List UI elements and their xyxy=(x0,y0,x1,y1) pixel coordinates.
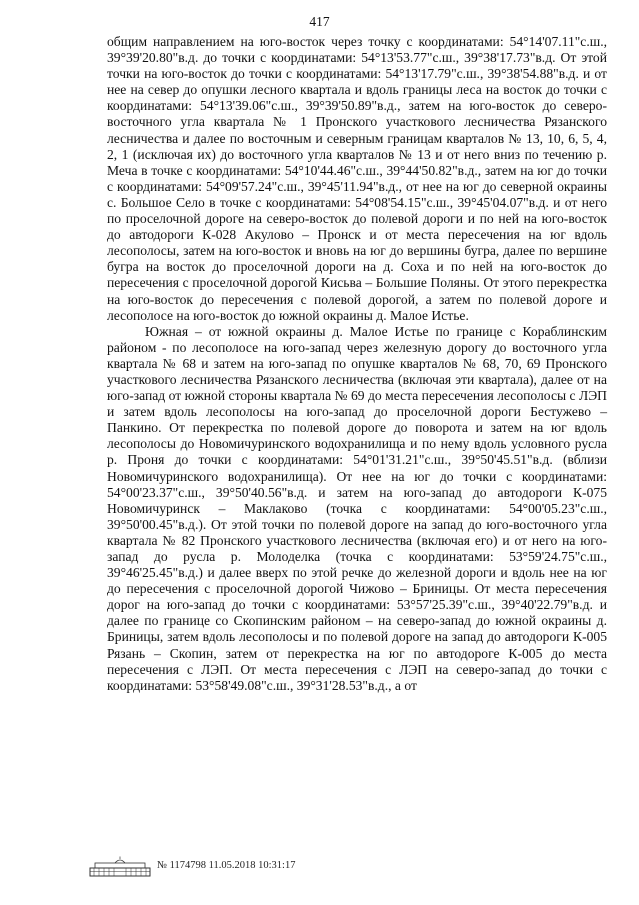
parliament-building-icon xyxy=(89,856,151,878)
document-number: 1174798 xyxy=(169,860,207,871)
paragraph-continuation: общим направлением на юго-восток через точку с координатами: 54°14'07.11"с.ш., 39°39'20.80"в.д. до точки с координатами: 54°13'53.77"с.ш., 39°38'17.73"в.д. От этой точки на юго-восток до точки с координатами: 54°13'17.79"с.ш., 39°38'54.88"в.д. и от нее на север до опушки лесного квартала и вдоль границы леса на восток до точки с координатами: 54°13'39.06"с.ш., 39°39'50.89"в.д., затем на юго-восток до северо-восточного угла квартала № 1 Пронского участкового лесничества Рязанского лесничества и далее по восточным и северным границам кварталов № 13, 10, 6, 5, 4, 2, 1 (исключая их) до восточного угла кварталов № 13 и от него вниз по течению р. Меча в точке с координатами: 54°10'44.46"с.ш., 39°44'50.82"в.д., затем на юг до точки с координатами: 54°09'57.24"с.ш., 39°45'11.94"в.д., от нее на юг до северной окраины с. Большое Село в точке с координатами: 54°08'54.15"с.ш., 39°45'04.07"в.д. и от него по проселочной дороге на северо-восток до полевой дороги и по ней на юго-восток до автодороги К-028 Акулово – Пронск и от места пересечения на юг вдоль лесополосы, затем на юго-восток и вновь на юг до вершины бугра, далее по вершине бугра на восток до проселочной дороги на д. Соха и по ней на юго-восток до пересечения с проселочной дорогой Кисьва – Большие Поляны. От этого перекрестка на юго-восток до пересечения с полевой дорогой, а затем по полевой дороге и лесополосе на юго-восток до южной окраины д. Малое Истье. xyxy=(107,34,607,323)
document-body xyxy=(107,34,607,694)
page-number: 417 xyxy=(309,14,330,29)
number-sign: № xyxy=(157,860,168,871)
document-stamp xyxy=(157,860,295,871)
document-footer xyxy=(89,856,489,878)
document-datetime: 11.05.2018 10:31:17 xyxy=(208,860,296,871)
paragraph-southern-border: Южная – от южной окраины д. Малое Истье по границе с Кораблинским районом - по лесополосе на юго-запад через железную дорогу до восточного угла квартала № 68 и затем на юго-запад по опушке кварталов № 68, 70, 69 Пронского участкового лесничества Рязанского лесничества (включая эти квартала), далее от на юго-запад от южной стороны квартала № 69 до места пересечения лесополосы с ЛЭП и затем вдоль лесополосы на юго-запад до проселочной дороги Бестужево – Панкино. От перекрестка по полевой дороге до поворота и затем на юг вдоль лесополосы до Новомичуринского водохранилища и по нему вдоль условного русла р. Проня до точки с координатами: 54°01'31.21"с.ш., 39°50'45.51"в.д. (вблизи Новомичуринского водохранилища). От нее на юг до точки с координатами: 54°00'23.37"с.ш., 39°50'40.56"в.д. и затем на юго-запад до автодороги К-075 Новомичуринск – Маклаково (точка с координатами: 54°00'05.23"с.ш., 39°50'00.45"в.д.). От этой точки по полевой дороге на запад до юго-восточного угла квартала № 82 Пронского участкового лесничества (включая его) и от него на юго-запад до русла р. Молоделка (точка с координатами: 53°59'24.75"с.ш., 39°46'25.45"в.д.) и далее вверх по этой речке до железной дороги и вдоль нее на юг до пересечения с проселочной дорогой Чижово – Бриницы. От места пересечения дорог на юго-запад до точки с координатами: 53°57'25.39"с.ш., 39°40'22.79"в.д. и далее по границе со Скопинским районом – на северо-запад до южной окраины д. Бриницы, затем вдоль лесополосы и по полевой дороге на запад до автодороги К-005 Рязань – Скопин, затем от перекрестка на юг по автодороге К-005 до места пересечения с ЛЭП. От места пересечения с ЛЭП на северо-запад до точки с координатами: 53°58'49.08"с.ш., 39°31'28.53"в.д., а от xyxy=(107,323,607,693)
